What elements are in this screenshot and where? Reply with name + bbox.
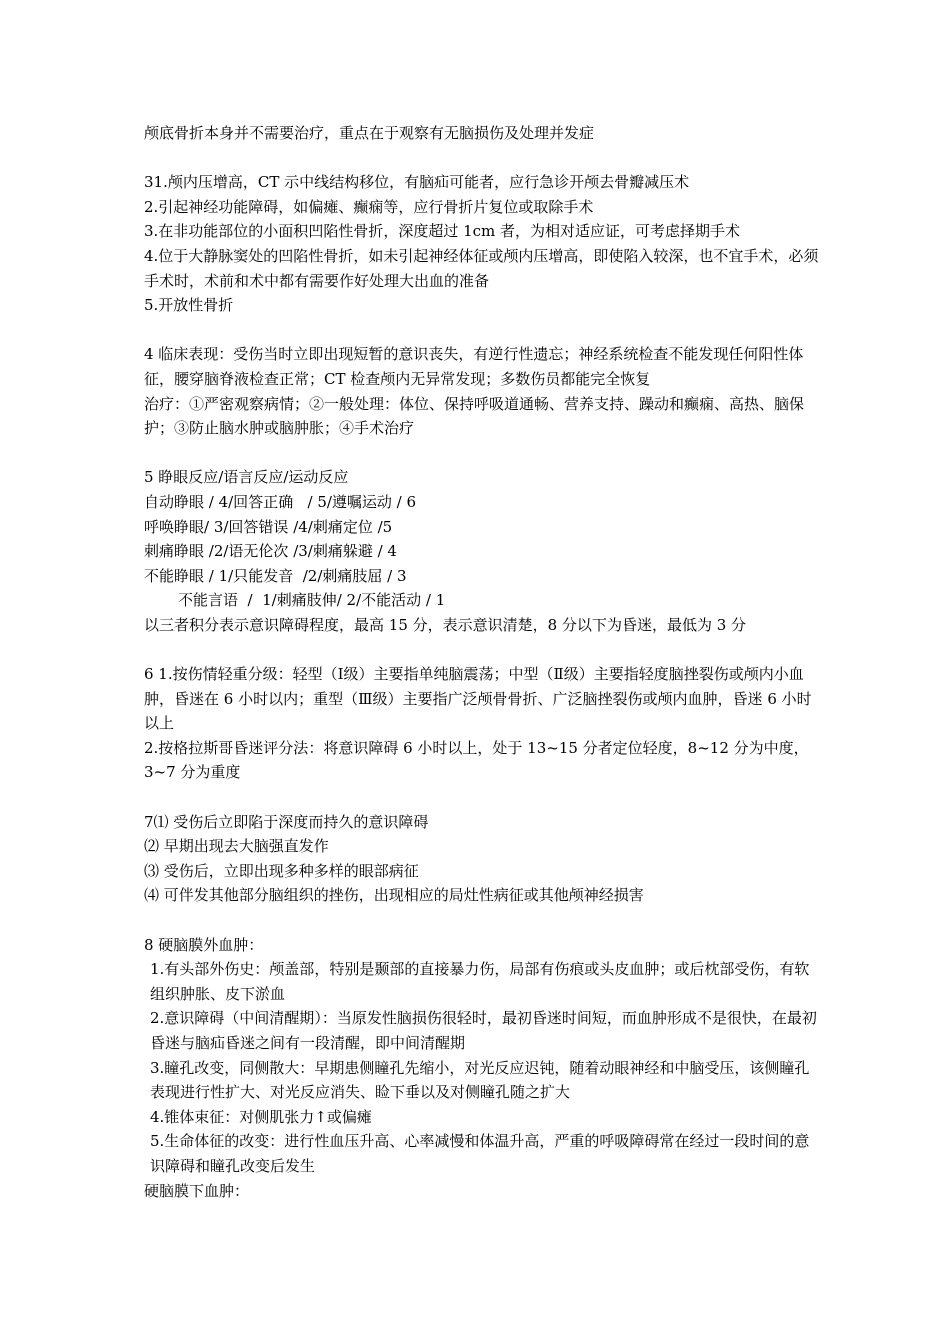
paragraph: ⑷ 可伴发其他部分脑组织的挫伤，出现相应的局灶性病征或其他颅神经损害	[144, 886, 644, 905]
paragraph: ⑶ 受伤后，立即出现多种多样的眼部病征	[144, 861, 419, 880]
paragraph: 2.意识障碍（中间清醒期）：当原发性脑损伤很轻时，最初昏迷时间短，而血肿形成不是很快，在最初昏迷与脑疝昏迷之间有一段清醒，即中间清醒期	[150, 1009, 817, 1052]
gcs-row: 不能言语 / 1/刺痛肢伸/ 2/不能活动 / 1	[178, 591, 446, 610]
paragraph: 1.有头部外伤史：颅盖部，特别是颞部的直接暴力伤，局部有伤痕或头皮血肿；或后枕部受伤，有软组织肿胀、皮下淤血	[150, 960, 810, 1003]
paragraph: 3.瞳孔改变，同侧散大：早期患侧瞳孔先缩小，对光反应迟钝，随着动眼神经和中脑受压，该侧瞳孔表现进行性扩大、对光反应消失、睑下垂以及对侧瞳孔随之扩大	[150, 1058, 810, 1102]
paragraph: 颅底骨折本身并不需要治疗，重点在于观察有无脑损伤及处理并发症	[144, 124, 595, 142]
paragraph: 5.开放性骨折	[144, 296, 234, 315]
paragraph: 7⑴ 受伤后立即陷于深度而持久的意识障碍	[144, 812, 429, 831]
paragraph: 2.引起神经功能障碍，如偏瘫、癫痫等，应行骨折片复位或取除手术	[144, 197, 594, 216]
gcs-row: 自动睁眼 / 4/回答正确 / 5/遵嘱运动 / 6	[144, 492, 417, 511]
section-heading: 硬脑膜下血肿：	[144, 1181, 250, 1200]
paragraph: 4.锥体束征：对侧肌张力↑或偏瘫	[150, 1107, 372, 1126]
gcs-row: 不能睁眼 / 1/只能发音 /2/刺痛肢屈 / 3	[144, 566, 407, 585]
gcs-header: 5 睁眼反应/语言反应/运动反应	[144, 468, 349, 487]
paragraph: 4.位于大静脉窦处的凹陷性骨折，如未引起神经体征或颅内压增高，即使陷入较深，也不宜手术，必须手术时，术前和术中都有需要作好处理大出血的准备	[144, 246, 819, 290]
document-page	[144, 121, 824, 1203]
blank-line	[144, 318, 824, 343]
paragraph: 以三者积分表示意识障碍程度，最高 15 分，表示意识清楚，8 分以下为昏迷，最低为 3 分	[144, 615, 747, 634]
gcs-row: 刺痛睁眼 /2/语无伦次 /3/刺痛躲避 / 4	[144, 542, 397, 561]
gcs-row: 呼唤睁眼/ 3/回答错误 /4/刺痛定位 /5	[144, 517, 393, 536]
blank-line	[144, 637, 824, 662]
paragraph: 治疗：①严密观察病情；②一般处理：体位、保持呼吸道通畅、营养支持、躁动和癫痫、高热、脑保护；③防止脑水肿或脑肿胀；④手术治疗	[144, 394, 805, 438]
blank-line	[144, 441, 824, 466]
section-heading: 8 硬脑膜外血肿：	[144, 935, 264, 954]
paragraph: 31.颅内压增高，CT 示中线结构移位，有脑疝可能者，应行急诊开颅去骨瓣减压术	[144, 173, 690, 192]
paragraph: ⑵ 早期出现去大脑强直发作	[144, 837, 329, 856]
paragraph: 2.按格拉斯哥昏迷评分法：将意识障碍 6 小时以上，处于 13~15 分者定位轻度，8~12 分为中度，3~7 分为重度	[144, 738, 809, 782]
blank-line	[144, 908, 824, 933]
blank-line	[144, 146, 824, 171]
blank-line	[144, 785, 824, 810]
paragraph: 4 临床表现：受伤当时立即出现短暂的意识丧失，有逆行性遗忘；神经系统检查不能发现任何阳性体征，腰穿脑脊液检查正常；CT 检查颅内无异常发现；多数伤员都能完全恢复	[144, 345, 804, 388]
paragraph: 6 1.按伤情轻重分级：轻型（Ⅰ级）主要指单纯脑震荡；中型（Ⅱ级）主要指轻度脑挫裂伤或颅内小血肿，昏迷在 6 小时以内；重型（Ⅲ级）主要指广泛颅骨骨折、广泛脑挫裂伤或颅内血肿，昏迷 6 小时以上	[144, 665, 812, 733]
paragraph: 3.在非功能部位的小面积凹陷性骨折，深度超过 1cm 者，为相对适应证，可考虑择期手术	[144, 222, 741, 241]
paragraph: 5.生命体征的改变：进行性血压升高、心率减慢和体温升高，严重的呼吸障碍常在经过一段时间的意识障碍和瞳孔改变后发生	[150, 1132, 810, 1175]
